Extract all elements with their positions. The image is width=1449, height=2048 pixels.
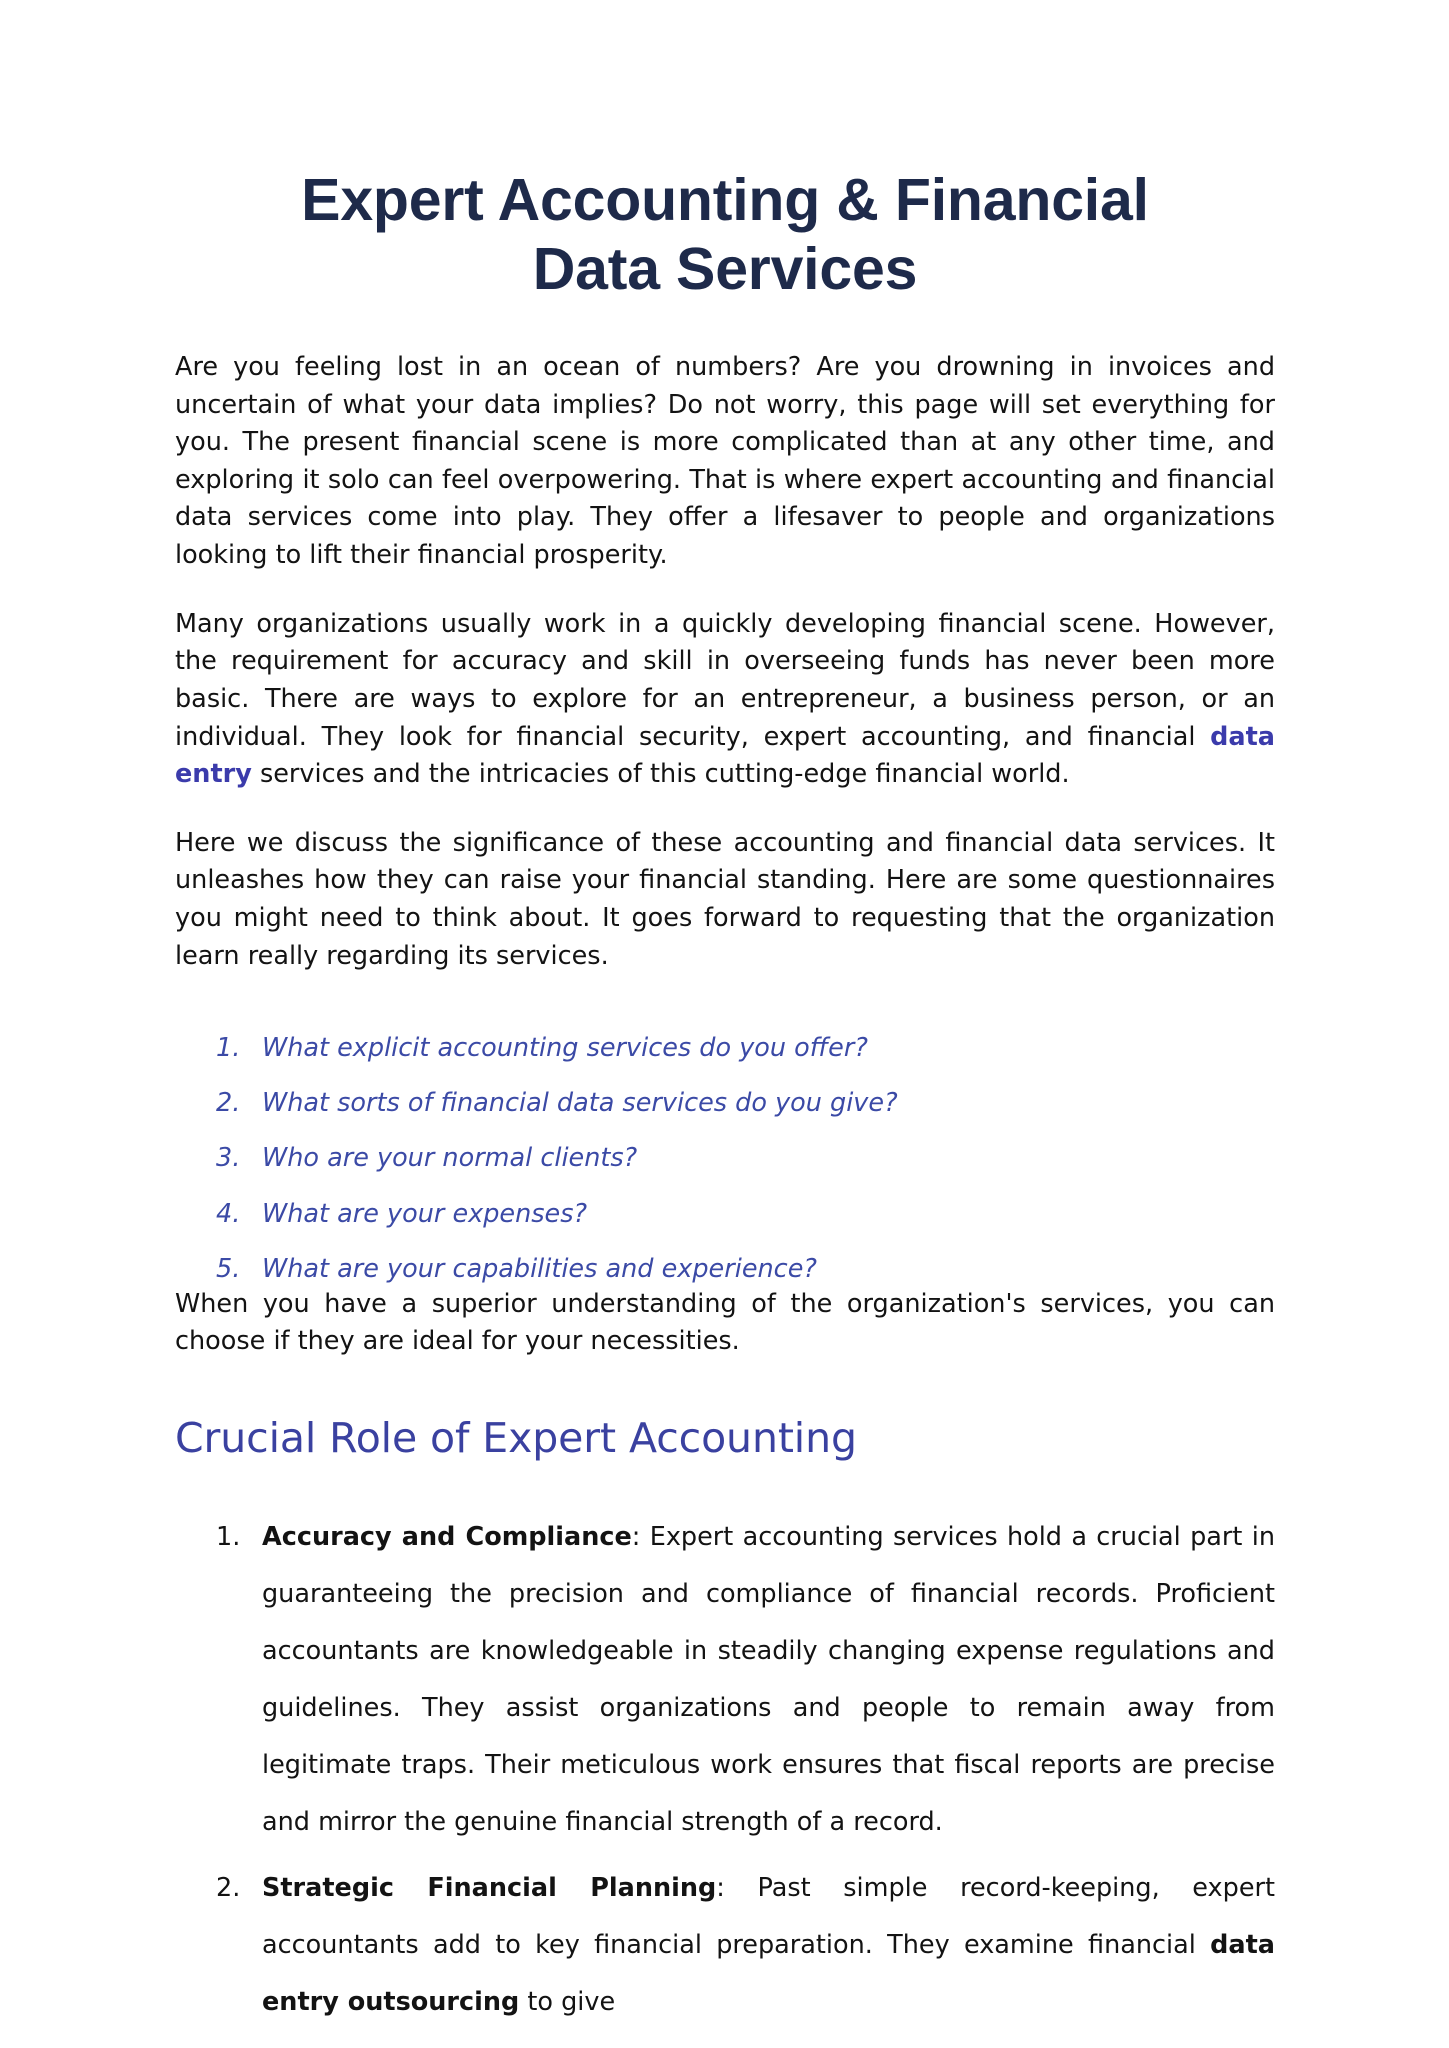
list-item [175, 1032, 1275, 1065]
questions-list [175, 1032, 1275, 1286]
page-title-line-2: Data Services [532, 236, 918, 303]
list-item-body-after-strong: to give [519, 1987, 616, 2018]
page-title-line-1: Expert Accounting & Financial [301, 167, 1149, 233]
data-entry-link[interactable]: data entry [175, 721, 1275, 790]
post-questions-paragraph: When you have a superior understanding of the organization's services, you can choose if they are ideal for your necessities. [175, 1288, 1275, 1357]
crucial-role-list [175, 1509, 1275, 2031]
table-row [175, 1509, 1275, 1850]
intro-paragraph-3: Here we discuss the significance of these accounting and financial data services. It unleashes how they can raise your financial standing. Here are some questionnaires you might need to think about. It goes forward to requesting that the organization learn really regarding its services. [175, 827, 1275, 971]
list-item-marker: 1. [216, 1033, 241, 1064]
list-item-body: : Expert accounting services hold a crucial part in guaranteeing the precision and compliance of financial records. Proficient accountants are knowledgeable in steadily changing expense regulations and guidelines. They assist organizations and people to remain away from legitimate traps. Their meticulous work ensures that fiscal reports are precise and mirror the genuine financial strength of a record. [262, 1522, 1275, 1837]
list-item-label: What are your capabilities and experience? [262, 1253, 817, 1284]
list-item-lead-in: Accuracy and Compliance [262, 1522, 632, 1553]
list-item [175, 1142, 1275, 1175]
list-item-marker: 5. [216, 1253, 241, 1284]
list-item-marker: 4. [216, 1198, 241, 1229]
section-heading-crucial-role: Crucial Role of Expert Accounting [175, 1414, 857, 1463]
data-entry-outsourcing-emphasis: data entry outsourcing [262, 1930, 1275, 2018]
list-item-marker: 2. [216, 1873, 241, 1904]
document-content [175, 0, 1275, 2041]
paragraph-2-text-after-link: services and the intricacies of this cutting-edge financial world. [251, 759, 1070, 790]
list-item-marker: 3. [216, 1143, 241, 1174]
intro-paragraph-1: Are you feeling lost in an ocean of numbers? Are you drowning in invoices and uncertain of what your data implies? Do not worry, this page will set everything for you. The present financial scene is more complicated than at any other time, and exploring it solo can feel overpowering. That is where expert accounting and financial data services come into play. They offer a lifesaver to people and organizations looking to lift their financial prosperity. [175, 352, 1275, 571]
list-item-label: What sorts of financial data services do you give? [262, 1088, 898, 1119]
list-item [175, 1198, 1275, 1231]
list-item [175, 1087, 1275, 1120]
list-item-label: Who are your normal clients? [262, 1143, 638, 1174]
list-item [175, 1253, 1275, 1286]
list-item-marker: 2. [216, 1088, 241, 1119]
list-item-lead-in: Strategic Financial Planning [262, 1873, 717, 1904]
intro-paragraph-2 [175, 606, 1275, 794]
list-item-marker: 1. [216, 1522, 241, 1553]
list-item-body-before-strong: : Past simple record-keeping, expert accountants add to key financial preparation. They examine financial [262, 1873, 1275, 1961]
page-title [175, 0, 1275, 304]
table-row [175, 1860, 1275, 2031]
list-item-label: What explicit accounting services do you offer? [262, 1033, 868, 1064]
paragraph-2-text-before-link: Many organizations usually work in a quickly developing financial scene. However, the requirement for accuracy and skill in overseeing funds has never been more basic. There are ways to explore for an entrepreneur, a business person, or an individual. They look for financial security, expert accounting, and financial [175, 608, 1275, 752]
list-item-label: What are your expenses? [262, 1198, 588, 1229]
